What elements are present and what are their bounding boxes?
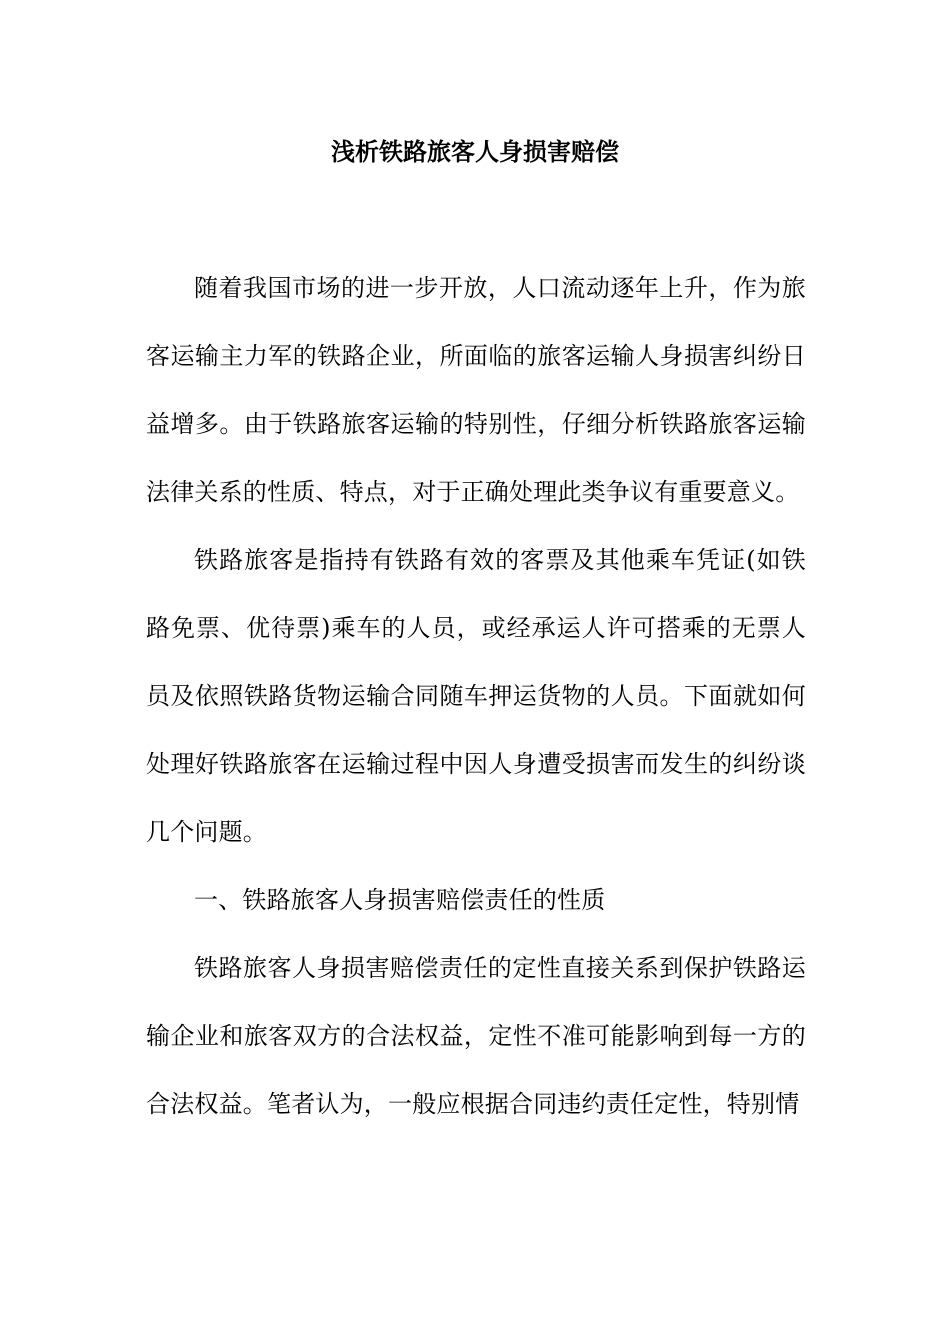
paragraph-definition: 铁路旅客是指持有铁路有效的客票及其他乘车凭证(如铁路免票、优待票)乘车的人员，或经承运人许可搭乘的无票人员及依照铁路货物运输合同随车押运货物的人员。下面就如何处理好铁路旅客在运输过程中因人身遭受损害而发生的纠纷谈几个问题。 (146, 546, 806, 846)
section-heading-1: 一、铁路旅客人身损害赔偿责任的性质 (194, 886, 606, 914)
paragraph-intro: 随着我国市场的进一步开放，人口流动逐年上升，作为旅客运输主力军的铁路企业，所面临的旅客运输人身损害纠纷日益增多。由于铁路旅客运输的特别性，仔细分析铁路旅客运输法律关系的性质、特点，对于正确处理此类争议有重要意义。 (146, 274, 806, 506)
paragraph-liability: 铁路旅客人身损害赔偿责任的定性直接关系到保护铁路运输企业和旅客双方的合法权益，定性不准可能影响到每一方的合法权益。笔者认为，一般应根据合同违约责任定性，特别情 (146, 954, 806, 1118)
document-body (146, 254, 806, 1138)
document-title: 浅析铁路旅客人身损害赔偿 (331, 137, 619, 166)
